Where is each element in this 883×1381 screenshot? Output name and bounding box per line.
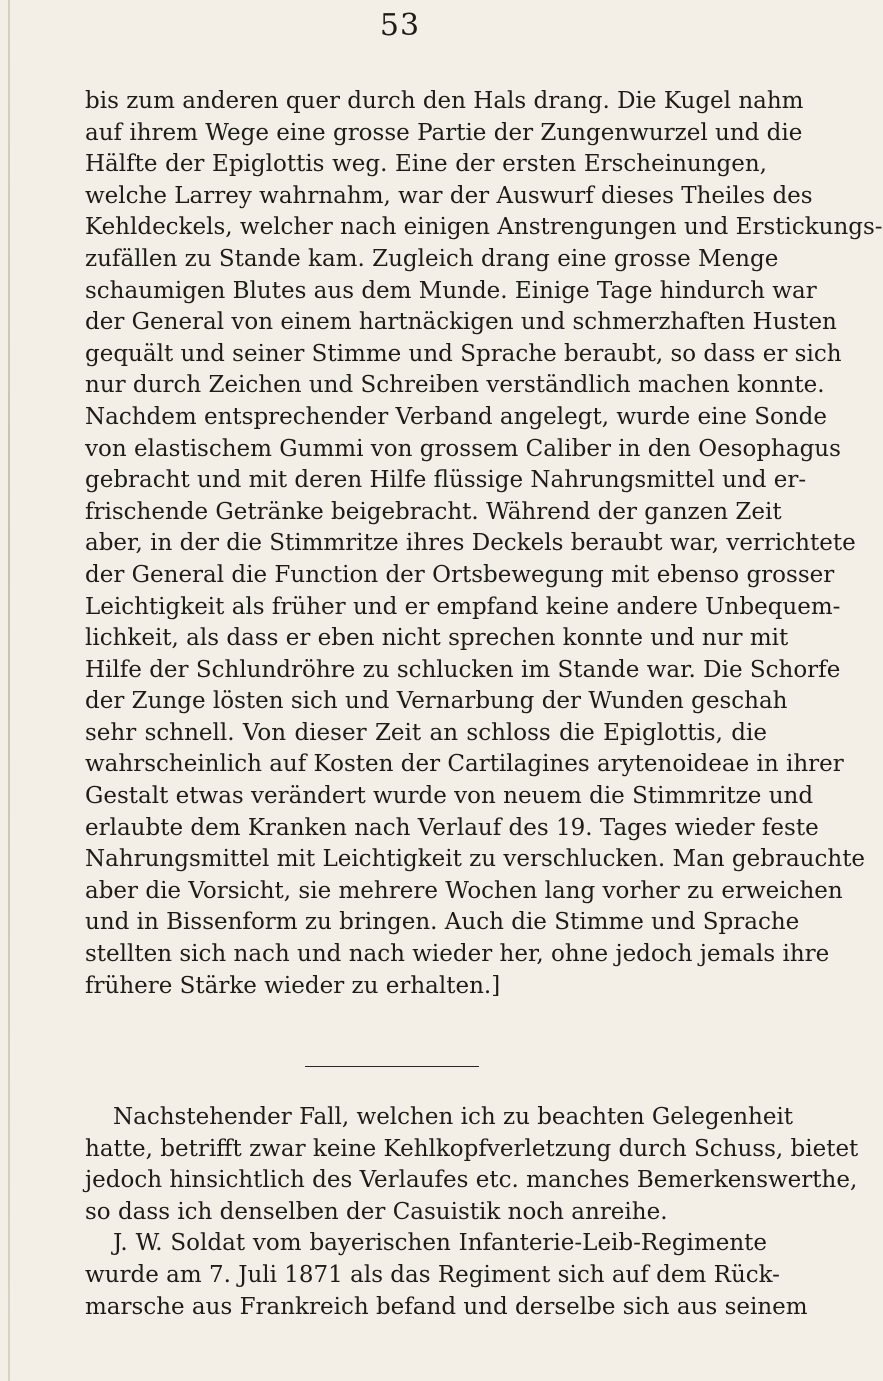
text-line: Leichtigkeit als früher und er empfand keine andere Unbequem- [85, 593, 841, 620]
text-line: marsche aus Frankreich befand und derselbe sich aus seinem [85, 1293, 808, 1320]
text-line: auf ihrem Wege eine grosse Partie der Zungenwurzel und die [85, 119, 803, 146]
text-line: der Zunge lösten sich und Vernarbung der Wunden geschah [85, 688, 788, 715]
page-edge-line [8, 0, 10, 1381]
text-line: J. W. Soldat vom bayerischen Infanterie-Leib-Regimente [113, 1230, 767, 1257]
text-line: von elastischem Gummi von grossem Caliber in den Oesophagus [85, 435, 841, 462]
paragraph-new-case [85, 1102, 859, 1323]
text-line: Gestalt etwas verändert wurde von neuem die Stimmritze und [85, 783, 814, 810]
text-line: schaumigen Blutes aus dem Munde. Einige Tage hindurch war [85, 277, 817, 304]
page-number: 53 [379, 8, 421, 43]
text-line: gequält und seiner Stimme und Sprache beraubt, so dass er sich [85, 340, 842, 367]
text-line: Nachdem entsprechender Verband angelegt, wurde eine Sonde [85, 403, 827, 430]
text-line: Nachstehender Fall, welchen ich zu beachten Gelegenheit [113, 1104, 794, 1130]
text-line: so dass ich denselben der Casuistik noch anreihe. [85, 1198, 668, 1225]
text-line: der General von einem hartnäckigen und schmerzhaften Husten [85, 309, 837, 336]
text-line: bis zum anderen quer durch den Hals drang. Die Kugel nahm [85, 88, 804, 114]
section-separator-rule [305, 1066, 479, 1067]
text-line: der General die Function der Ortsbewegung mit ebenso grosser [85, 561, 835, 588]
text-line: gebracht und mit deren Hilfe flüssige Nahrungsmittel und er- [85, 467, 807, 494]
text-line: sehr schnell. Von dieser Zeit an schloss die Epiglottis, die [85, 719, 767, 746]
text-line: hatte, betrifft zwar keine Kehlkopfverletzung durch Schuss, bietet [85, 1135, 859, 1162]
text-line: erlaubte dem Kranken nach Verlauf des 19. Tages wieder feste [85, 814, 819, 841]
text-line: Nahrungsmittel mit Leichtigkeit zu verschlucken. Man gebrauchte [85, 846, 866, 873]
text-line: Hilfe der Schlundröhre zu schlucken im Stande war. Die Schorfe [85, 656, 841, 683]
text-line: lichkeit, als dass er eben nicht sprechen konnte und nur mit [85, 625, 789, 652]
text-line: frischende Getränke beigebracht. Während der ganzen Zeit [85, 498, 782, 525]
text-line: jedoch hinsichtlich des Verlaufes etc. manches Bemerkenswerthe, [85, 1167, 858, 1194]
text-line: stellten sich nach und nach wieder her, ohne jedoch jemals ihre [85, 941, 830, 968]
text-line: aber die Vorsicht, sie mehrere Wochen lang vorher zu erweichen [85, 877, 843, 904]
text-line: Hälfte der Epiglottis weg. Eine der ersten Erscheinungen, [85, 151, 767, 178]
text-line: und in Bissenform zu bringen. Auch die Stimme und Sprache [85, 909, 800, 936]
text-line: zufällen zu Stande kam. Zugleich drang eine grosse Menge [85, 245, 779, 272]
text-line: nur durch Zeichen und Schreiben verständlich machen konnte. [85, 372, 825, 399]
text-line: Kehldeckels, welcher nach einigen Anstrengungen und Erstickungs- [85, 214, 883, 241]
text-line: wurde am 7. Juli 1871 als das Regiment sich auf dem Rück- [85, 1261, 780, 1288]
paragraph-larrey-case [85, 86, 883, 1002]
text-line: aber, in der die Stimmritze ihres Deckels beraubt war, verrichtete [85, 530, 856, 557]
text-line: welche Larrey wahrnahm, war der Auswurf dieses Theiles des [85, 182, 813, 209]
text-line: wahrscheinlich auf Kosten der Cartilagines arytenoideae in ihrer [85, 751, 844, 778]
text-line: frühere Stärke wieder zu erhalten.] [85, 972, 501, 999]
